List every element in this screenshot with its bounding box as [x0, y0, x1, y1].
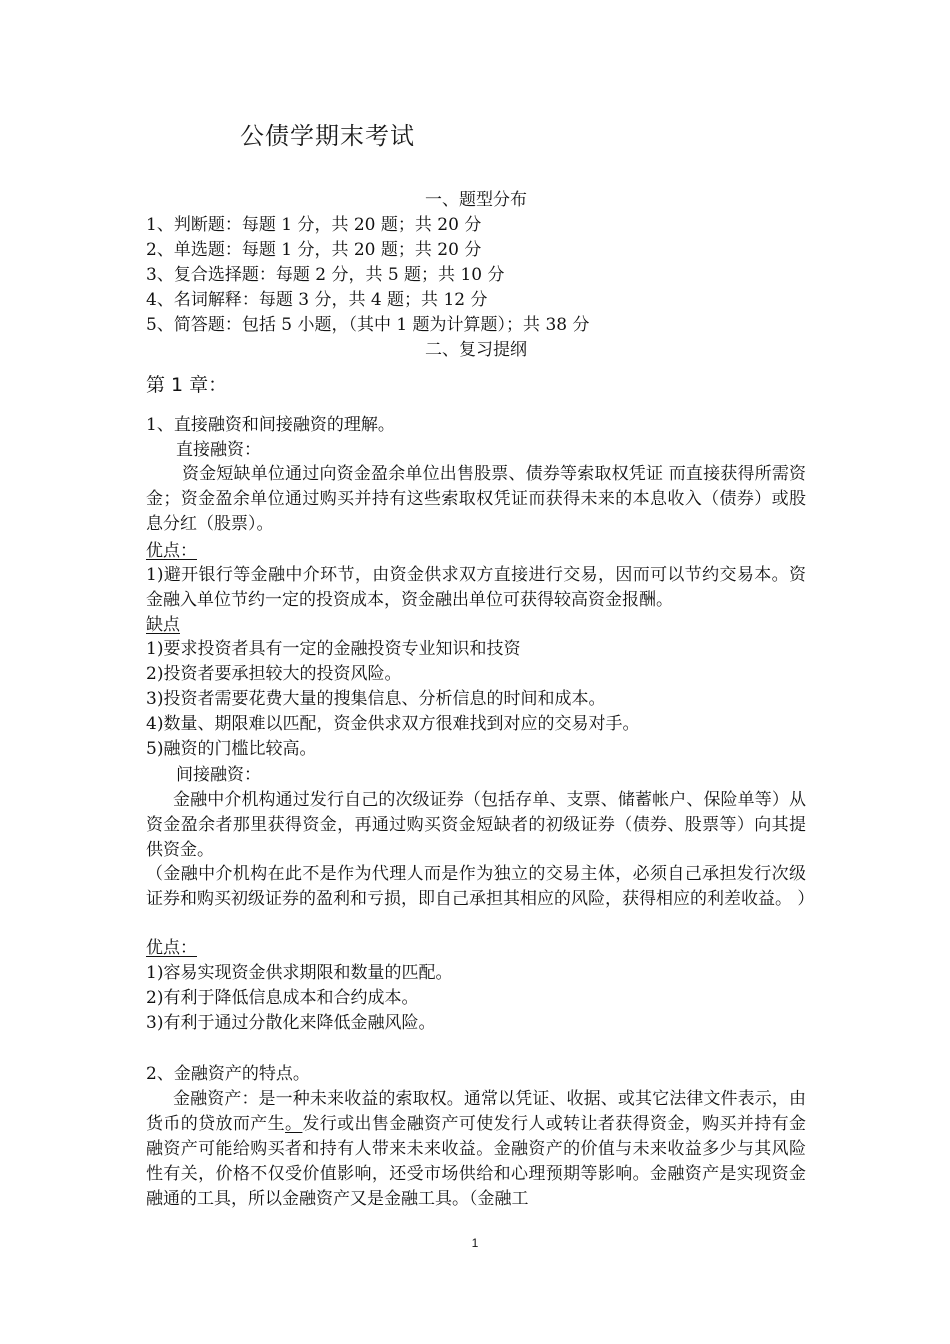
direct-disadvantage-item: 2)投资者要承担较大的投资风险。 [146, 664, 402, 684]
direct-disadvantage-item: 3)投资者需要花费大量的搜集信息、分析信息的时间和成本。 [146, 689, 606, 709]
indirect-advantage-item: 1)容易实现资金供求期限和数量的匹配。 [146, 963, 453, 983]
disadvantages-label: 缺点 [146, 615, 180, 635]
question-type-line: 4、名词解释：每题 3 分，共 4 题；共 12 分 [146, 290, 488, 310]
question-type-line: 1、判断题：每题 1 分，共 20 题；共 20 分 [146, 215, 482, 235]
financial-asset-text-part: 发行或出售金融资产可使发行人或转让者获得资金，购买并持有金融资产可能给购买者和持有人带来未来收益。金融资产的价值与未来收益多少与其风险性有关，价格不仅受价值影响，还受市场供给和心理预期等影响。金融资产是实现资金融通的工具，所以金融资产又是金融工具。（金融工 [146, 1114, 807, 1209]
advantages-label: 优点： [146, 541, 197, 561]
question-heading: 2、金融资产的特点。 [146, 1064, 310, 1084]
question-type-line: 3、复合选择题：每题 2 分，共 5 题；共 10 分 [146, 265, 505, 285]
direct-disadvantage-item: 5)融资的门槛比较高。 [146, 739, 317, 759]
direct-advantage-item: 1)避开银行等金融中介环节，由资金供求双方直接进行交易，因而可以节约交易本。资金融入单位节约一定的投资成本，资金融出单位可获得较高资金报酬。 [146, 565, 806, 610]
chapter-heading: 第 1 章： [146, 374, 228, 396]
indirect-advantage-item: 2)有利于降低信息成本和合约成本。 [146, 988, 419, 1008]
question-type-line: 2、单选题：每题 1 分，共 20 题；共 20 分 [146, 240, 482, 260]
direct-disadvantage-item: 1)要求投资者具有一定的金融投资专业知识和技资 [146, 639, 521, 659]
financial-asset-text-part: 金融资产：是一种未来收益的索取权。通常以凭证、收据、或其它法律文件表示，由货币的贷放而产生 [146, 1089, 806, 1134]
advantages-label: 优点： [146, 938, 197, 958]
indirect-advantage-item: 3)有利于通过分散化来降低金融风险。 [146, 1013, 436, 1033]
section-heading-review-outline: 二、复习提纲 [425, 340, 527, 360]
direct-financing-label: 直接融资： [176, 440, 261, 460]
indirect-financing-note: （金融中介机构在此不是作为代理人而是作为独立的交易主体，必须自己承担发行次级证券和购买初级证券的盈利和亏损，即自己承担其相应的风险，获得相应的利差收益。 ） [146, 864, 815, 909]
document-title: 公债学期末考试 [240, 122, 415, 150]
direct-disadvantage-item: 4)数量、期限难以匹配，资金供求双方很难找到对应的交易对手。 [146, 714, 640, 734]
question-heading: 1、直接融资和间接融资的理解。 [146, 415, 395, 435]
indirect-financing-definition: 金融中介机构通过发行自己的次级证券（包括存单、支票、储蓄帐户、保险单等）从资金盈余者那里获得资金，再通过购买资金短缺者的初级证券（债券、股票等）向其提供资金。 [146, 790, 806, 860]
direct-financing-definition: 资金短缺单位通过向资金盈余单位出售股票、债券等索取权凭证 而直接获得所需资金；资金盈余单位通过购买并持有这些索取权凭证而获得未来的本息收入（债券）或股息分红（股票）。 [146, 464, 806, 534]
section-heading-question-types: 一、题型分布 [425, 190, 527, 210]
financial-asset-definition [146, 1087, 806, 1212]
financial-asset-text-part: 。 [285, 1114, 303, 1134]
indirect-financing-label: 间接融资： [176, 765, 261, 785]
question-type-line: 5、简答题：包括 5 小题，（其中 1 题为计算题）；共 38 分 [146, 315, 590, 335]
page-number: 1 [471, 1236, 479, 1250]
